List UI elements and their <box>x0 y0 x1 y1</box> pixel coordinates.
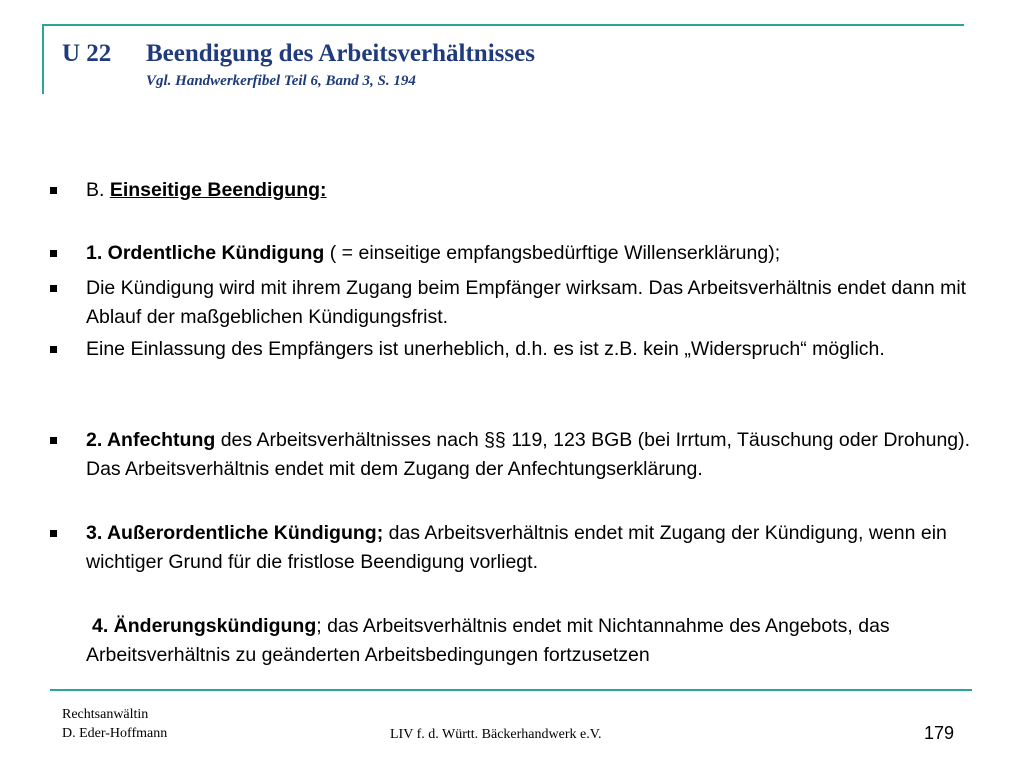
item-text: Eine Einlassung des Empfängers ist unerheblich, d.h. es ist z.B. kein „Widerspruch“ möglich. <box>86 338 885 360</box>
item-text: das Arbeitsverhältnis endet mit Zugang der Kündigung, wenn ein wichtiger Grund für die fristlose Beendigung vorliegt. <box>86 522 947 573</box>
footer-author-title: Rechtsanwältin <box>62 707 149 722</box>
list-item-aenderungskuendigung <box>86 612 976 670</box>
bullet-square-icon <box>50 437 57 444</box>
bullet-square-icon <box>50 285 57 292</box>
bullet-square-icon <box>50 250 57 257</box>
bullet-square-icon <box>50 187 57 194</box>
list-item-zugang-wirksam <box>86 274 976 332</box>
item-prefix: B. <box>86 179 110 201</box>
item-text: des Arbeitsverhältnisses nach §§ 119, 123 BGB (bei Irrtum, Täuschung oder Drohung). Das Arbeitsverhältnis endet mit dem Zugang der Anfechtungserklärung. <box>86 429 971 480</box>
item-label: 1. Ordentliche Kündigung <box>86 242 325 264</box>
bullet-square-icon <box>50 530 57 537</box>
item-text: ; das Arbeitsverhältnis endet mit Nichtannahme des Angebots, das Arbeitsverhältnis zu geänderten Arbeitsbedingungen fortzusetzen <box>86 615 890 666</box>
page-number: 179 <box>924 723 955 743</box>
slide-subtitle: Vgl. Handwerkerfibel Teil 6, Band 3, S. 194 <box>146 73 416 89</box>
list-item-einseitige-beendigung <box>86 176 976 205</box>
footer-author <box>62 705 167 743</box>
item-text: ( = einseitige empfangsbedürftige Willenserklärung); <box>324 242 781 264</box>
footer-organization: LIV f. d. Württ. Bäckerhandwerk e.V. <box>390 727 602 742</box>
list-item-ausserordentliche-kuendigung <box>86 519 976 577</box>
item-text: Die Kündigung wird mit ihrem Zugang beim Empfänger wirksam. Das Arbeitsverhältnis endet dann mit Ablauf der maßgeblichen Kündigungsfrist. <box>86 277 967 328</box>
bullet-square-icon <box>50 346 57 353</box>
item-label: Einseitige Beendigung: <box>109 179 327 201</box>
footer-author-name: D. Eder-Hoffmann <box>62 726 168 741</box>
slide-title-text: Beendigung des Arbeitsverhältnisses <box>146 40 535 67</box>
list-item-einlassung <box>86 335 976 364</box>
list-item-ordentliche-kuendigung <box>86 239 976 268</box>
item-label: 2. Anfechtung <box>86 429 216 451</box>
footer-rule <box>50 689 972 691</box>
slide-number-label: U 22 <box>62 40 112 67</box>
item-label: 3. Außerordentliche Kündigung; <box>86 522 384 544</box>
list-item-anfechtung <box>86 426 976 484</box>
item-label: 4. Änderungskündigung <box>92 615 317 637</box>
